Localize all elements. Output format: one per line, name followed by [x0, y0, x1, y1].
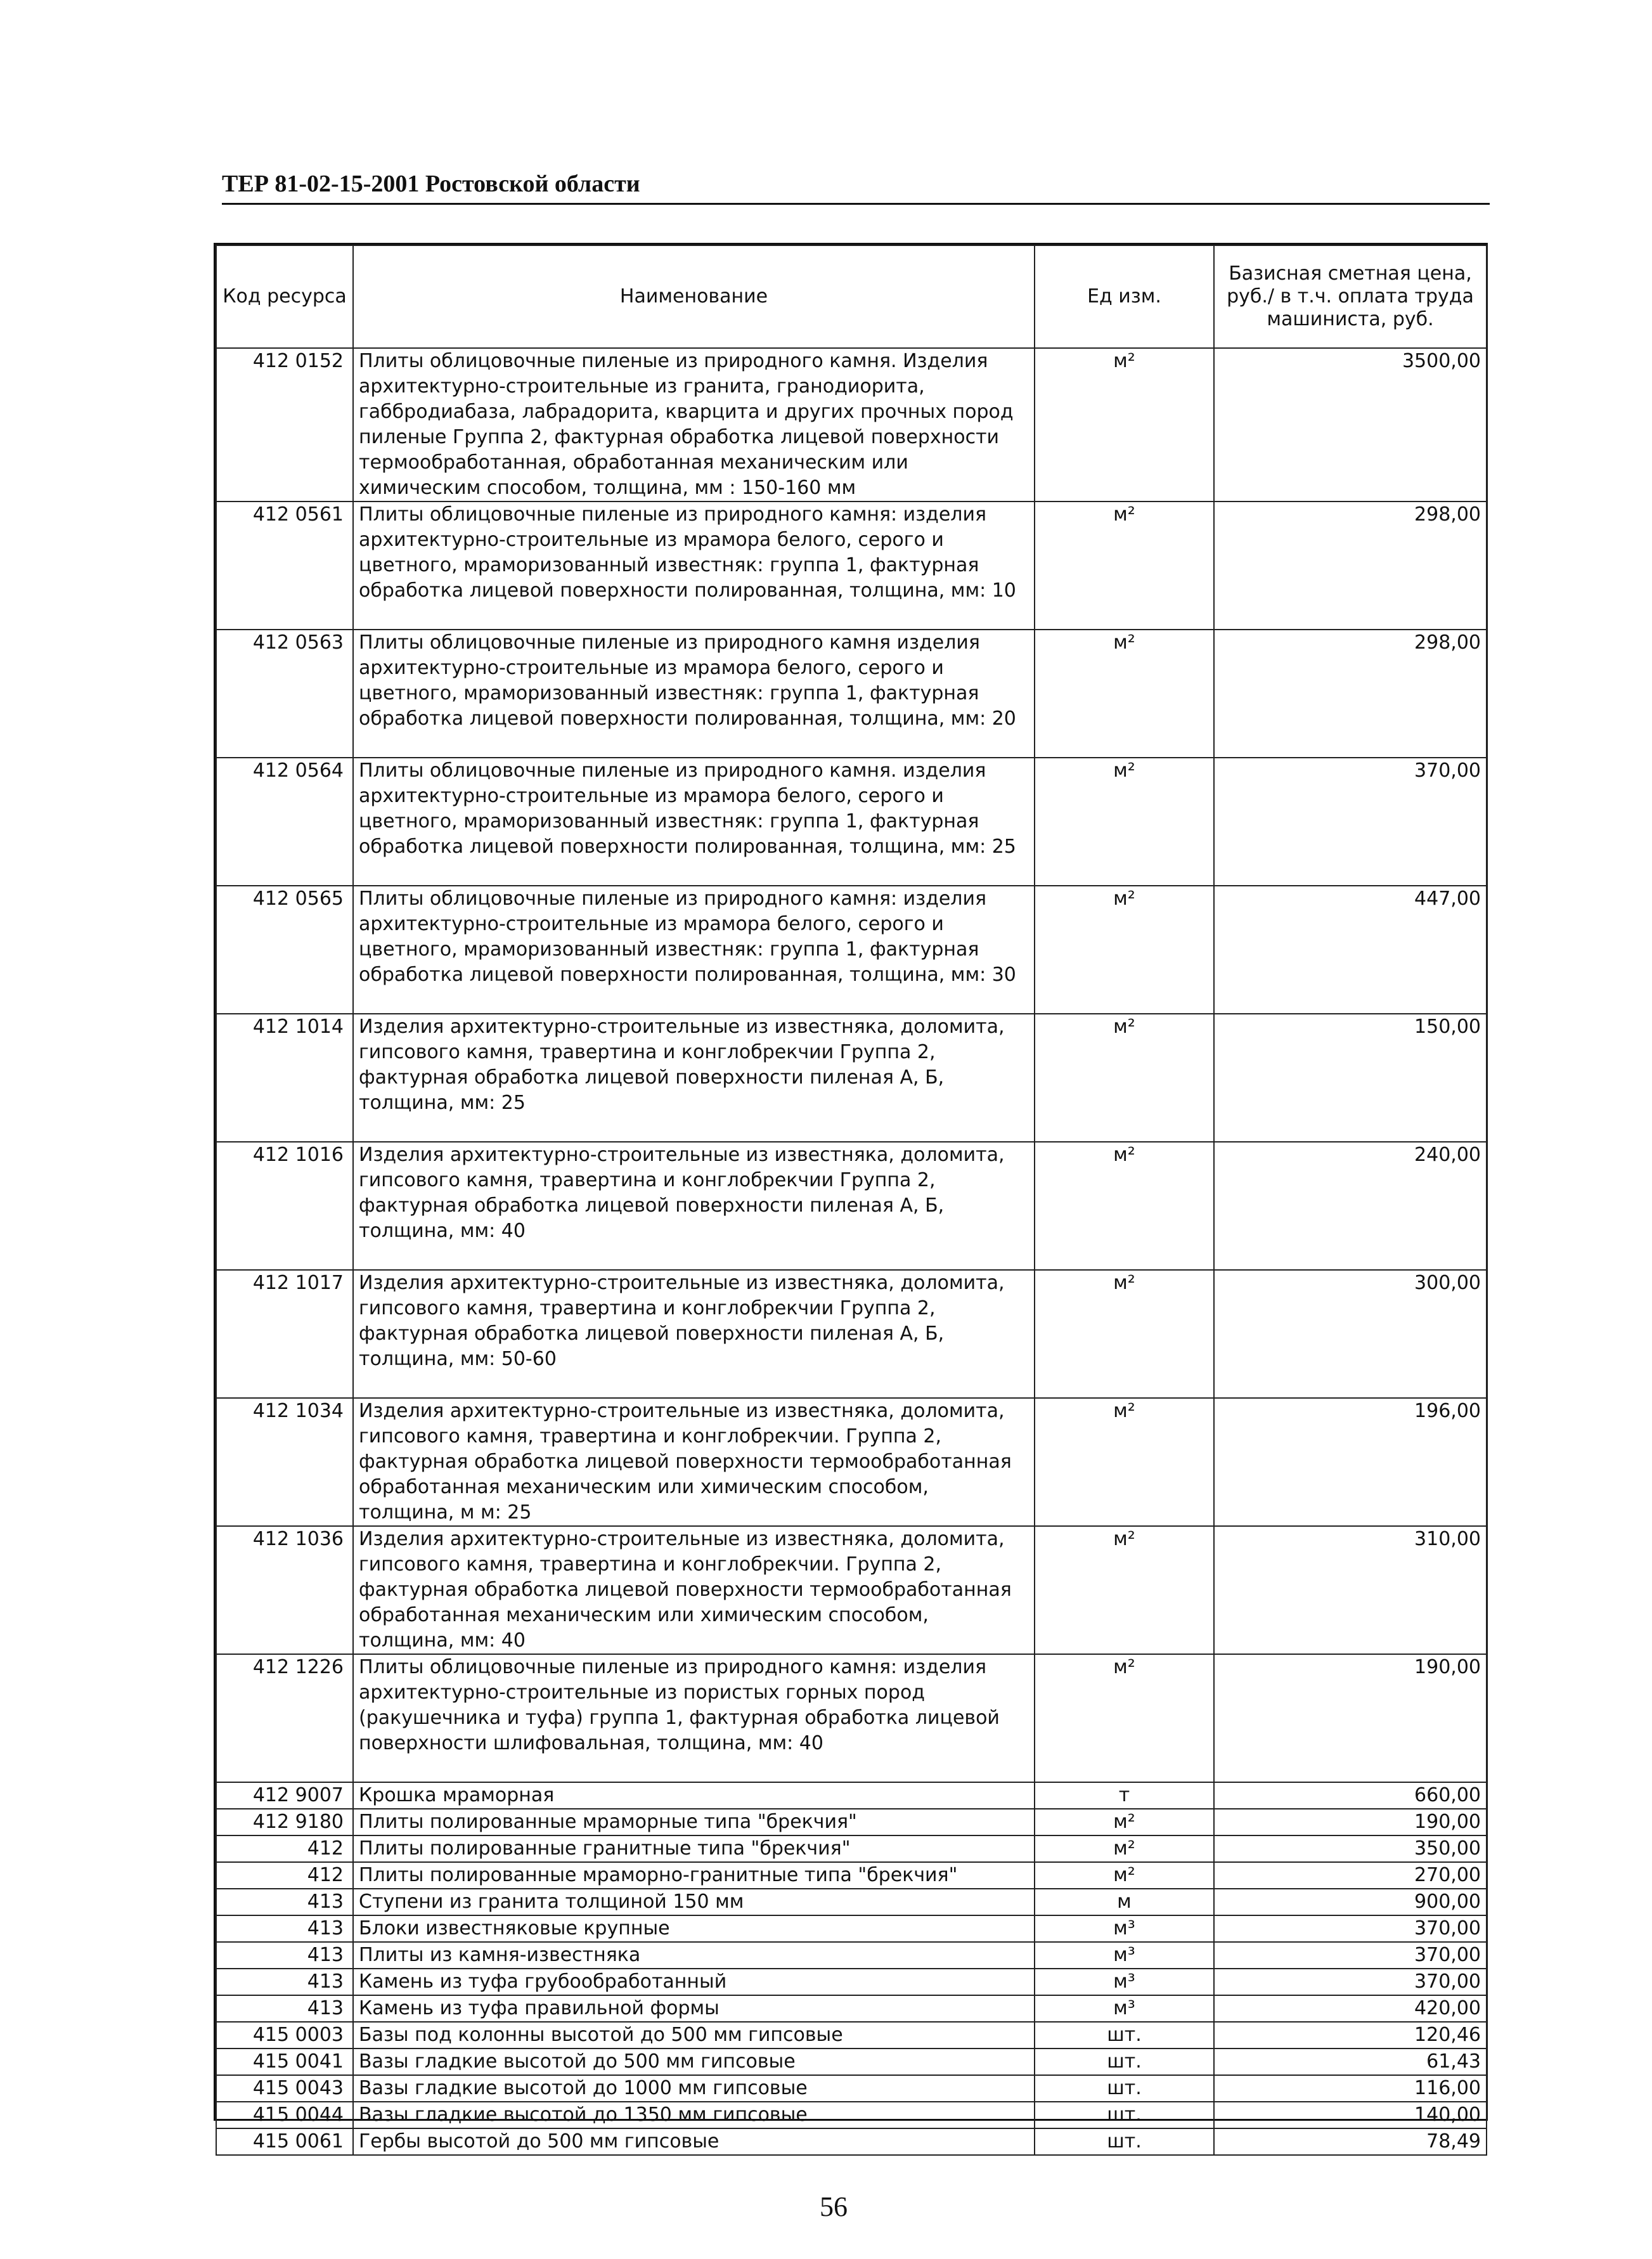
cell-name: Изделия архитектурно-строительные из известняка, доломита, гипсового камня, травертина и конглобрекчии. Группа 2, фактурная обработка лицевой поверхности термообработанная обработанная механическим или химическим способом, толщина, мм: 40	[353, 1526, 1035, 1654]
table-row	[216, 1526, 1487, 1654]
table-row	[216, 2128, 1487, 2155]
cell-price: 370,00	[1214, 1915, 1487, 1942]
resource-table	[216, 245, 1487, 2156]
cell-name: Плиты полированные мраморно-гранитные типа "брекчия"	[353, 1862, 1035, 1889]
cell-price: 120,46	[1214, 2022, 1487, 2049]
cell-code: 412 1017	[216, 1270, 353, 1398]
cell-price: 370,00	[1214, 1969, 1487, 1995]
cell-code: 412 9180	[216, 1809, 353, 1835]
cell-code: 412 0563	[216, 630, 353, 758]
cell-unit: м²	[1035, 1809, 1214, 1835]
cell-unit: м²	[1035, 348, 1214, 502]
cell-price: 370,00	[1214, 1942, 1487, 1969]
cell-unit: шт.	[1035, 2075, 1214, 2102]
cell-code: 412 1226	[216, 1654, 353, 1782]
cell-code: 413	[216, 1889, 353, 1915]
cell-price: 660,00	[1214, 1782, 1487, 1809]
cell-name: Камень из туфа правильной формы	[353, 1995, 1035, 2022]
table-row	[216, 1654, 1487, 1782]
cell-name: Изделия архитектурно-строительные из известняка, доломита, гипсового камня, травертина и конглобрекчии Группа 2, фактурная обработка лицевой поверхности пиленая А, Б, толщина, мм: 25	[353, 1014, 1035, 1142]
column-header-price: Базисная сметная цена, руб./ в т.ч. оплата труда машиниста, руб.	[1214, 245, 1487, 348]
cell-code: 412 0565	[216, 886, 353, 1014]
table-row	[216, 2022, 1487, 2049]
table-row	[216, 348, 1487, 502]
table-header-row	[216, 245, 1487, 348]
cell-code: 413	[216, 1995, 353, 2022]
cell-name: Изделия архитектурно-строительные из известняка, доломита, гипсового камня, травертина и конглобрекчии Группа 2, фактурная обработка лицевой поверхности пиленая А, Б, толщина, мм: 50-60	[353, 1270, 1035, 1398]
cell-name: Блоки известняковые крупные	[353, 1915, 1035, 1942]
cell-unit: м²	[1035, 1014, 1214, 1142]
cell-price: 350,00	[1214, 1835, 1487, 1862]
cell-code: 415 0041	[216, 2049, 353, 2075]
cell-price: 61,43	[1214, 2049, 1487, 2075]
cell-name: Плиты облицовочные пиленые из природного камня: изделия архитектурно-строительные из мрамора белого, серого и цветного, мраморизованный известняк: группа 1, фактурная обработка лицевой поверхности полированная, толщина, мм: 10	[353, 502, 1035, 630]
cell-price: 420,00	[1214, 1995, 1487, 2022]
column-header-unit: Ед изм.	[1035, 245, 1214, 348]
cell-unit: м²	[1035, 1398, 1214, 1526]
cell-price: 190,00	[1214, 1654, 1487, 1782]
cell-code: 412	[216, 1862, 353, 1889]
table-row	[216, 1782, 1487, 1809]
cell-unit: м²	[1035, 1270, 1214, 1398]
cell-name: Ступени из гранита толщиной 150 мм	[353, 1889, 1035, 1915]
table-row	[216, 502, 1487, 630]
cell-unit: м²	[1035, 1862, 1214, 1889]
cell-name: Изделия архитектурно-строительные из известняка, доломита, гипсового камня, травертина и конглобрекчии Группа 2, фактурная обработка лицевой поверхности пиленая А, Б, толщина, мм: 40	[353, 1142, 1035, 1270]
cell-code: 415 0043	[216, 2075, 353, 2102]
column-header-name: Наименование	[353, 245, 1035, 348]
table-row	[216, 2102, 1487, 2128]
cell-price: 298,00	[1214, 502, 1487, 630]
table-row	[216, 1889, 1487, 1915]
cell-name: Плиты облицовочные пиленые из природного камня: изделия архитектурно-строительные из пористых горных пород (ракушечника и туфа) группа 1, фактурная обработка лицевой поверхности шлифовальная, толщина, мм: 40	[353, 1654, 1035, 1782]
cell-name: Изделия архитектурно-строительные из известняка, доломита, гипсового камня, травертина и конглобрекчии. Группа 2, фактурная обработка лицевой поверхности термообработанная обработанная механическим или химическим способом, толщина, м м: 25	[353, 1398, 1035, 1526]
cell-price: 150,00	[1214, 1014, 1487, 1142]
resource-table-container	[214, 243, 1488, 2152]
cell-name: Плиты облицовочные пиленые из природного камня. Изделия архитектурно-строительные из гранита, гранодиорита, габбродиабаза, лабрадорита, кварцита и других прочных пород пиленые Группа 2, фактурная обработка лицевой поверхности термообработанная, обработанная механическим или химическим способом, толщина, мм : 150-160 мм	[353, 348, 1035, 502]
cell-price: 298,00	[1214, 630, 1487, 758]
cell-unit: м²	[1035, 758, 1214, 886]
cell-code: 412 0564	[216, 758, 353, 886]
cell-price: 310,00	[1214, 1526, 1487, 1654]
page-number: 56	[820, 2191, 848, 2222]
cell-name: Камень из туфа грубообработанный	[353, 1969, 1035, 1995]
cell-code: 412 1034	[216, 1398, 353, 1526]
table-row	[216, 1969, 1487, 1995]
table-body	[216, 348, 1487, 2155]
cell-code: 412 1014	[216, 1014, 353, 1142]
cell-name: Гербы высотой до 500 мм гипсовые	[353, 2128, 1035, 2155]
cell-unit: м²	[1035, 502, 1214, 630]
table-row	[216, 1835, 1487, 1862]
cell-name: Плиты из камня-известняка	[353, 1942, 1035, 1969]
cell-name: Плиты полированные мраморные типа "брекчия"	[353, 1809, 1035, 1835]
table-row	[216, 1270, 1487, 1398]
cell-code: 415 0003	[216, 2022, 353, 2049]
cell-code: 415 0044	[216, 2102, 353, 2128]
cell-price: 370,00	[1214, 758, 1487, 886]
cell-name: Плиты облицовочные пиленые из природного камня. изделия архитектурно-строительные из мрамора белого, серого и цветного, мраморизованный известняк: группа 1, фактурная обработка лицевой поверхности полированная, толщина, мм: 25	[353, 758, 1035, 886]
cell-name: Вазы гладкие высотой до 1000 мм гипсовые	[353, 2075, 1035, 2102]
table-row	[216, 1915, 1487, 1942]
document-header	[222, 166, 1490, 205]
column-header-code: Код ресурса	[216, 245, 353, 348]
table-row	[216, 1014, 1487, 1142]
cell-name: Базы под колонны высотой до 500 мм гипсовые	[353, 2022, 1035, 2049]
cell-code: 412 0152	[216, 348, 353, 502]
table-row	[216, 1809, 1487, 1835]
table-row	[216, 1142, 1487, 1270]
cell-unit: шт.	[1035, 2022, 1214, 2049]
table-row	[216, 758, 1487, 886]
table-row	[216, 1862, 1487, 1889]
cell-unit: м²	[1035, 886, 1214, 1014]
document-title: ТЕР 81-02-15-2001 Ростовской области	[222, 171, 640, 197]
table-row	[216, 630, 1487, 758]
cell-unit: м²	[1035, 630, 1214, 758]
cell-unit: м²	[1035, 1654, 1214, 1782]
cell-name: Крошка мраморная	[353, 1782, 1035, 1809]
cell-price: 447,00	[1214, 886, 1487, 1014]
cell-price: 140,00	[1214, 2102, 1487, 2128]
cell-price: 270,00	[1214, 1862, 1487, 1889]
table-row	[216, 1942, 1487, 1969]
cell-name: Вазы гладкие высотой до 1350 мм гипсовые	[353, 2102, 1035, 2128]
cell-unit: м²	[1035, 1526, 1214, 1654]
cell-code: 413	[216, 1915, 353, 1942]
table-row	[216, 1995, 1487, 2022]
table-row	[216, 1398, 1487, 1526]
cell-price: 190,00	[1214, 1809, 1487, 1835]
cell-name: Вазы гладкие высотой до 500 мм гипсовые	[353, 2049, 1035, 2075]
cell-unit: шт.	[1035, 2049, 1214, 2075]
cell-code: 412	[216, 1835, 353, 1862]
cell-code: 412 0561	[216, 502, 353, 630]
cell-price: 900,00	[1214, 1889, 1487, 1915]
table-row	[216, 2075, 1487, 2102]
cell-price: 78,49	[1214, 2128, 1487, 2155]
cell-code: 412 1036	[216, 1526, 353, 1654]
table-row	[216, 886, 1487, 1014]
cell-unit: т	[1035, 1782, 1214, 1809]
cell-unit: м³	[1035, 1942, 1214, 1969]
cell-unit: шт.	[1035, 2128, 1214, 2155]
cell-name: Плиты полированные гранитные типа "брекчия"	[353, 1835, 1035, 1862]
cell-code: 415 0061	[216, 2128, 353, 2155]
cell-name: Плиты облицовочные пиленые из природного камня: изделия архитектурно-строительные из мрамора белого, серого и цветного, мраморизованный известняк: группа 1, фактурная обработка лицевой поверхности полированная, толщина, мм: 30	[353, 886, 1035, 1014]
cell-price: 300,00	[1214, 1270, 1487, 1398]
cell-unit: м²	[1035, 1835, 1214, 1862]
cell-price: 116,00	[1214, 2075, 1487, 2102]
cell-code: 413	[216, 1942, 353, 1969]
cell-name: Плиты облицовочные пиленые из природного камня изделия архитектурно-строительные из мрамора белого, серого и цветного, мраморизованный известняк: группа 1, фактурная обработка лицевой поверхности полированная, толщина, мм: 20	[353, 630, 1035, 758]
cell-unit: шт.	[1035, 2102, 1214, 2128]
cell-code: 412 9007	[216, 1782, 353, 1809]
cell-unit: м³	[1035, 1915, 1214, 1942]
cell-unit: м²	[1035, 1142, 1214, 1270]
cell-price: 240,00	[1214, 1142, 1487, 1270]
cell-price: 3500,00	[1214, 348, 1487, 502]
cell-unit: м	[1035, 1889, 1214, 1915]
cell-price: 196,00	[1214, 1398, 1487, 1526]
table-row	[216, 2049, 1487, 2075]
cell-unit: м³	[1035, 1969, 1214, 1995]
cell-code: 412 1016	[216, 1142, 353, 1270]
cell-unit: м³	[1035, 1995, 1214, 2022]
cell-code: 413	[216, 1969, 353, 1995]
